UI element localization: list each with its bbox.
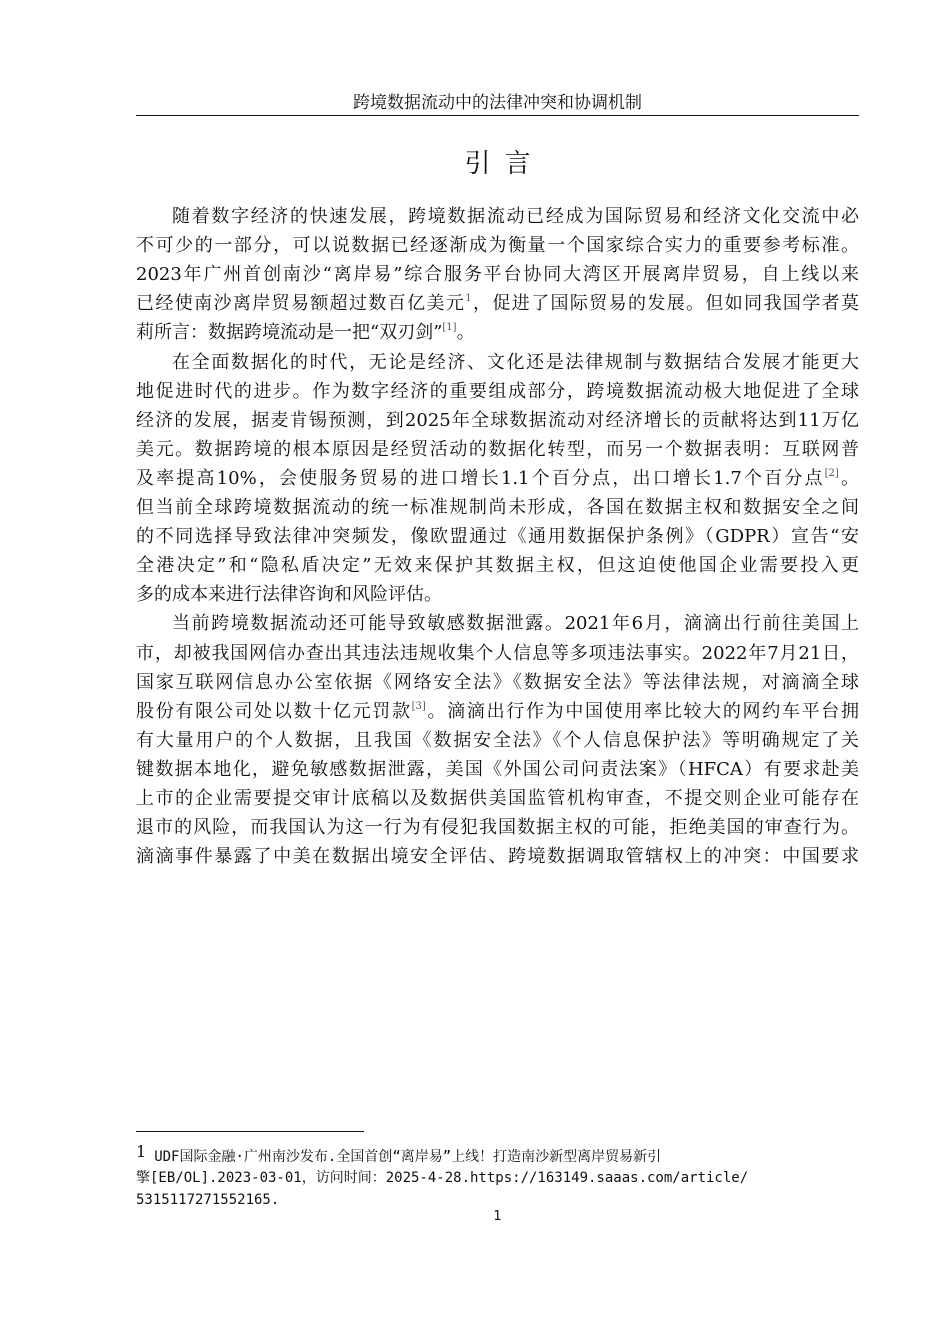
- body-line: 键数据本地化，避免敏感数据泄露，美国《外国公司问责法案》（HFCA）有要求赴美: [136, 758, 859, 780]
- body-line: 上市的企业需要提交审计底稿以及数据供美国监管机构审查，不提交则企业可能存在: [136, 788, 859, 809]
- body-line-text: 莉所言：数据跨境流动是一把“双刃剑”: [136, 322, 443, 344]
- body-line: 国家互联网信息办公室依据《网络安全法》《数据安全法》等法律法规，对滴滴全球: [136, 671, 859, 693]
- body-line: 全港决定”和“隐私盾决定”无效来保护其数据主权，但这迫使他国企业需要投入更: [136, 555, 859, 577]
- citation-ref: [2]: [824, 467, 839, 479]
- footnote-text: UDF国际金融·广州南沙发布.全国首创“离岸易”上线！打造南沙新型离岸贸易新引: [154, 1149, 662, 1165]
- body-line: 滴滴事件暴露了中美在数据出境安全评估、跨境数据调取管辖权上的冲突：中国要求: [136, 846, 859, 868]
- body-line: 不可少的一部分，可以说数据已经逐渐成为衡量一个国家综合实力的重要参考标准。: [136, 235, 859, 257]
- body-line-text: 。滴滴出行作为中国使用率比较大的网约车平台拥: [425, 700, 859, 722]
- body-line: 2023年广州首创南沙“离岸易”综合服务平台协同大湾区开展离岸贸易，自上线以来: [136, 264, 859, 286]
- body-line-text: 。: [838, 467, 859, 489]
- body-line: 当前跨境数据流动还可能导致敏感数据泄露。2021年6月，滴滴出行前往美国上: [172, 613, 859, 635]
- body-line-text: 股份有限公司处以数十亿元罚款: [136, 700, 412, 722]
- footnote-line: 5315117271552165.: [136, 1192, 280, 1208]
- footnote-mark: 1: [136, 1142, 147, 1161]
- body-line-text: 已经使南沙离岸贸易额超过数百亿美元: [136, 293, 466, 315]
- citation-ref: [1]: [442, 322, 457, 334]
- body-line-text: 及率提高10%，会使服务贸易的进口增长1.1个百分点，出口增长1.7个百分点: [136, 467, 825, 489]
- body-line: 但当前全球跨境数据流动的统一标准规制尚未形成，各国在数据主权和数据安全之间: [136, 497, 859, 518]
- body-line: 退市的风险，而我国认为这一行为有侵犯我国数据主权的可能，拒绝美国的审查行为。: [136, 817, 859, 839]
- body-line: 市，却被我国网信办查出其违法违规收集个人信息等多项违法事实。2022年7月21日，: [136, 642, 859, 664]
- footnote-line: 擎[EB/OL].2023-03-01，访问时间：2025-4-28.https://163149.saaas.com/article/: [136, 1170, 749, 1186]
- body-line: 有大量用户的个人数据，且我国《数据安全法》《个人信息保护法》等明确规定了关: [136, 729, 859, 751]
- citation-ref: [3]: [411, 700, 426, 712]
- page-number: 1: [493, 1209, 502, 1224]
- body-line: 美元。数据跨境的根本原因是经贸活动的数据化转型，而另一个数据表明：互联网普: [136, 438, 859, 460]
- running-header: 跨境数据流动中的法律冲突和协调机制: [353, 93, 642, 113]
- body-line: 随着数字经济的快速发展，跨境数据流动已经成为国际贸易和经济文化交流中必: [172, 206, 859, 227]
- body-line: 在全面数据化的时代，无论是经济、文化还是法律规制与数据结合发展才能更大: [172, 351, 859, 373]
- body-line: [136, 697, 859, 727]
- body-line: 经济的发展，据麦肯锡预测，到2025年全球数据流动对经济增长的贡献将达到11万亿: [136, 409, 859, 431]
- footnote-line: [136, 1142, 859, 1167]
- body-line: 的不同选择导致法律冲突频发，像欧盟通过《通用数据保护条例》（GDPR）宣告“安: [136, 526, 859, 548]
- body-line: [136, 464, 859, 494]
- header-divider: [136, 115, 859, 116]
- citation-ref: 1: [465, 293, 472, 305]
- body-line: 多的成本来进行法律咨询和风险评估。: [136, 584, 442, 606]
- body-line-text: 。: [456, 322, 475, 344]
- body-line: 地促进时代的进步。作为数字经济的重要组成部分，跨境数据流动极大地促进了全球: [136, 380, 859, 402]
- body-line: [136, 318, 859, 348]
- section-title: 引言: [464, 149, 545, 179]
- footnote-divider: [136, 1131, 364, 1132]
- body-line: [136, 289, 859, 319]
- body-line-text: ，促进了国际贸易的发展。但如同我国学者莫: [471, 293, 860, 315]
